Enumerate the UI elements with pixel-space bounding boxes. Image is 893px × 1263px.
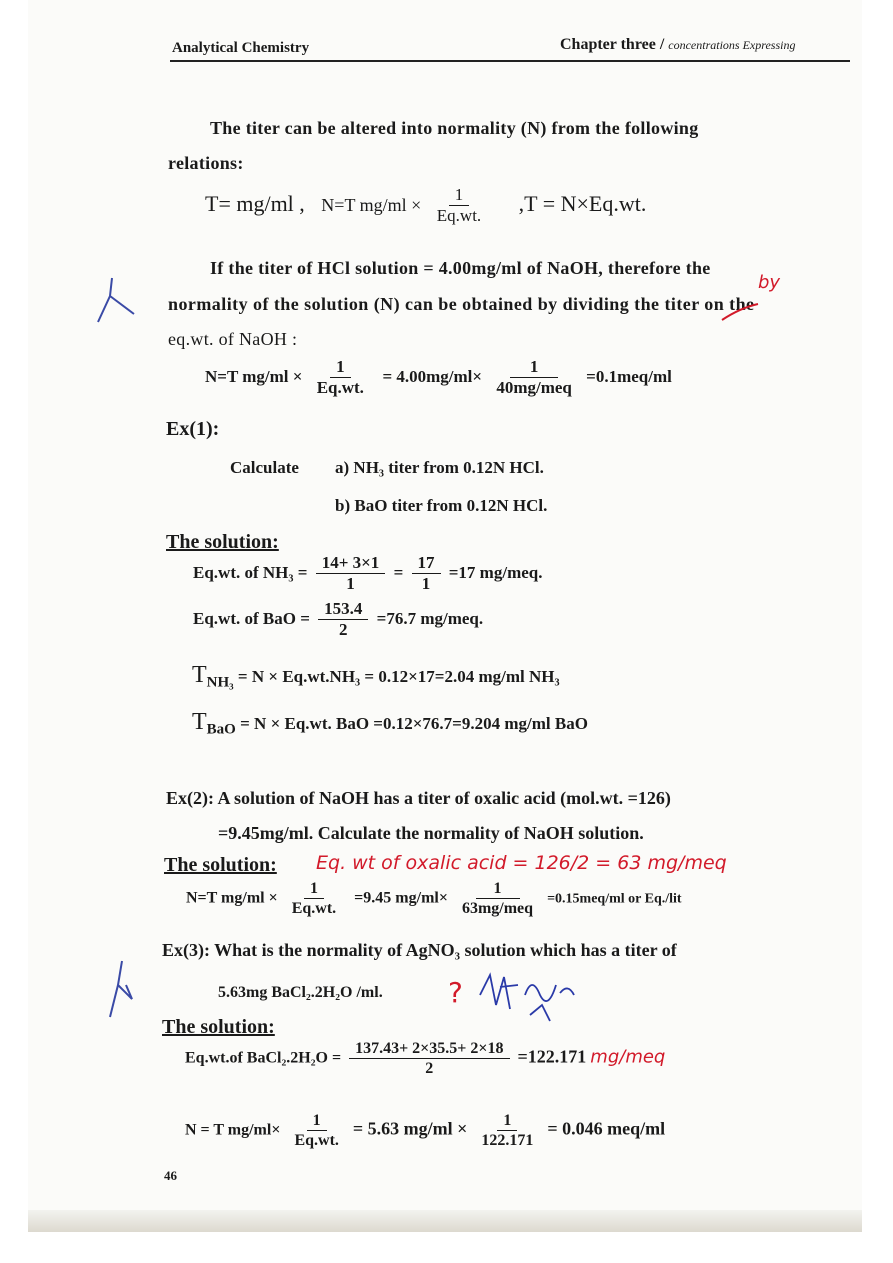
ex3-handwritten-unit: mg/meq: [590, 1046, 666, 1068]
ex1-titer-nh3: $T_{NH_3} = N \times Eq.wt.NH_3 = 0.12\times 17=2.04$ mg/ml NH₃: [192, 662, 560, 691]
ex3-eqwt-equation: Eq.wt.of BaCl₂.2H₂O = $\frac{137.43+ 2\times 35.5+ 2\times 18}{2}$ =122.171 mg/meq: [185, 1040, 666, 1077]
fraction: $\frac{137.43+ 2\times 35.5+ 2\times 18}{2}$: [349, 1040, 509, 1078]
fraction-1-over-eqwt: $\frac{1}{Eq.wt.}$: [436, 185, 482, 225]
fraction: $\frac{1}{\text{40mg/meq}}$: [496, 357, 572, 397]
hcl-equation: N=T mg/ml × $\frac{1}{Eq.wt.}$ = 4.00mg/ml× $\frac{1}{\text{40mg/meq}}$ =0.1meq/ml: [205, 357, 672, 397]
running-header-left: Analytical Chemistry: [172, 40, 310, 56]
ex2-handwritten-note: Eq. wt of oxalic acid = 126/2 = 63 mg/meq: [316, 852, 727, 874]
ex3-normality-equation: N = T mg/ml× $\frac{1}{Eq.wt.}$ = 5.63 mg/ml × $\frac{1}{122.171}$ = 0.046 meq/ml: [185, 1112, 666, 1149]
ex1-bao-eqwt: Eq.wt. of BaO = $\frac{153.4}{2}$ =76.7 mg/meq.: [193, 599, 484, 639]
relation-equation: T= mg/ml , N=T mg/ml × $\frac{1}{Eq.wt.}$ ,T = N×Eq.wt.: [205, 185, 647, 225]
fraction: $\frac{1}{122.171}$: [481, 1112, 534, 1149]
ex3-solution-label: The solution:: [162, 1016, 275, 1038]
hcl-line-2: normality of the solution (N) can be obtained by dividing the titer on the: [168, 294, 755, 314]
intro-line-2: relations:: [168, 153, 244, 173]
fraction: $\frac{1}{Eq.wt.}$: [294, 1112, 339, 1149]
page-bottom-edge: [28, 1210, 863, 1232]
t-definition: T= mg/ml ,: [205, 191, 305, 217]
page-number: 46: [164, 1168, 177, 1183]
ex2-line-1: Ex(2): A solution of NaOH has a titer of oxalic acid (mol.wt. =126): [166, 788, 671, 808]
intro-line-1: The titer can be altered into normality (N) from the following: [210, 118, 699, 138]
fraction: $\frac{153.4}{2}$: [318, 600, 368, 640]
ex2-line-2: =9.45mg/ml. Calculate the normality of NaOH solution.: [218, 823, 644, 843]
hcl-line-3: eq.wt. of NaOH :: [168, 329, 298, 349]
fraction: $\frac{1}{Eq.wt.}$: [291, 880, 337, 917]
ex1-calculate-label: Calculate: [230, 458, 299, 477]
running-header-right: Chapter three / concentrations Expressing: [560, 36, 796, 53]
hcl-line-1: If the titer of HCl solution = 4.00mg/ml of NaOH, therefore the: [210, 258, 711, 278]
handwritten-strike: [720, 300, 760, 322]
ex1-titer-bao: $T_{BaO} = N \times Eq.wt$. BaO =0.12×76.7=9.204 mg/ml BaO: [192, 709, 588, 738]
ex3-line-2: 5.63mg BaCl₂.2H₂O /ml.: [218, 984, 383, 1001]
ex1-title: Ex(1):: [166, 418, 220, 440]
fraction: $\frac{17}{1}$: [412, 554, 441, 594]
fraction: $\frac{14+ 3\times 1}{1}$: [316, 554, 386, 594]
fraction: $\frac{1}{\text{63mg/meq}}$: [461, 880, 534, 917]
margin-check-mark-2: [96, 955, 146, 1025]
ex2-solution-label: The solution:: [164, 854, 277, 876]
fraction: $\frac{1}{Eq.wt.}$: [316, 357, 364, 397]
header-rule: [170, 60, 850, 62]
handwritten-by: by: [758, 272, 781, 293]
margin-check-mark-1: [90, 270, 140, 330]
ex1-part-a: a) NH₃ titer from 0.12N HCl.: [335, 458, 544, 477]
ex3-line-1: Ex(3): What is the normality of AgNO₃ solution which has a titer of: [162, 940, 677, 960]
ex1-part-b: b) BaO titer from 0.12N HCl.: [335, 496, 548, 515]
ex1-nh3-eqwt: Eq.wt. of NH₃ = $\frac{14+ 3\times 1}{1}$ = $\frac{17}{1}$ =17 mg/meq.: [193, 553, 543, 593]
handwritten-scribble: [470, 965, 580, 1035]
page-margin-right: [862, 0, 893, 1263]
handwritten-question-mark: ?: [448, 976, 463, 1009]
ex1-solution-label: The solution:: [166, 531, 279, 553]
ex2-equation: N=T mg/ml × $\frac{1}{Eq.wt.}$ =9.45 mg/ml× $\frac{1}{\text{63mg/meq}}$ =0.15meq/ml or Eq./lit: [186, 880, 682, 917]
